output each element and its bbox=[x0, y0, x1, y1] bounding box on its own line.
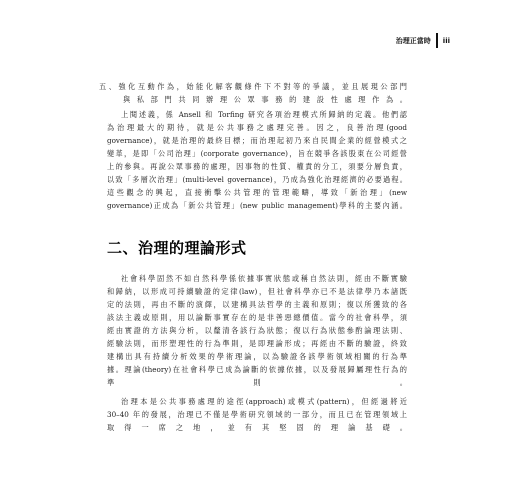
paragraph-line: 和歸納，以形成可持續驗證的定律(law)，但社會科學亦已不是法律學乃本諸既 bbox=[107, 287, 407, 296]
page-number: iii bbox=[442, 36, 450, 45]
paragraph-line: 變革，是即「公司治理」(corporate governance)，旨在競爭各該股東在公司經營 bbox=[107, 149, 407, 158]
paragraph-line: 社會科學固然不如自然科學係依據事實狀態或稱自然法則，經由不斷實驗 bbox=[121, 274, 407, 283]
paragraph-2 bbox=[107, 272, 407, 389]
paragraph-line: 準則。 bbox=[107, 378, 407, 387]
paragraph-1 bbox=[107, 108, 407, 212]
header-divider bbox=[436, 33, 438, 48]
paragraph-3 bbox=[107, 395, 407, 434]
paragraph-line: 上閱述義，係 Ansell 和 Torfing 研究各項治理模式所歸納的定義。他們認 bbox=[121, 110, 407, 119]
running-header bbox=[396, 33, 450, 48]
paragraph-line: 取得一席之地，並有其堅固的理論基礎。 bbox=[107, 423, 407, 432]
paragraph-line: governance)正成為「新公共管理」(new public management)學科的主要內涵。 bbox=[107, 201, 407, 210]
item-five bbox=[99, 80, 407, 106]
paragraph-line: 經驗法則，而形塑理性的行為準則，是即理論形成；再經由不斷的驗證，終致 bbox=[107, 339, 407, 348]
paragraph-line: 上的參與。再說公眾事務的處理，因事物的性質、權責的分工，須要分層負責， bbox=[107, 162, 407, 171]
paragraph-line: 建構出具有持續分析效果的學術理論，以為驗證各該學術領域相關的行為準 bbox=[107, 352, 407, 361]
paragraph-line: 治理本是公共事務處理的途徑(approach)或模式(pattern)，但經過將近 bbox=[121, 397, 407, 406]
paragraph-line: 30–40 年的發展，治理已不僅是學術研究領域的一部分，而且已在管理領域上 bbox=[107, 410, 407, 419]
paragraph-line: 為治理最大的期待，就是公共事務之處理完善。因之，良善治理(good bbox=[107, 123, 407, 132]
paragraph-line: 定的法則，再由不斷的演繹，以建構具法哲學的主義和原則；復以所獲致的各 bbox=[107, 300, 407, 309]
paragraph-line: 該法主義或原則，用以論斷事實存在的是非善惡總價值。當今的社會科學，須 bbox=[107, 313, 407, 322]
item-five-line: 五、強化互動作為，始能化解客觀條件下不對等的爭議，並且展現公部門 bbox=[99, 82, 407, 91]
paragraph-line: 據。理論(theory)在社會科學已成為論斷的依據依據，以及發展歸屬理性行為的 bbox=[107, 365, 407, 374]
paragraph-line: governance)，就是治理的最終目標；而治理起初乃來自民間企業的經營模式之 bbox=[107, 136, 407, 145]
chapter-title: 治理正當時 bbox=[395, 36, 431, 45]
section-heading: 二、治理的理論形式 bbox=[107, 239, 247, 257]
paragraph-line: 這些觀念的興起，直接衝擊公共管理的管理範疇，導致「新治理」(new bbox=[107, 188, 407, 197]
paragraph-line: 經由實證的方法與分析，以釐清各該行為狀態；復以行為狀態參酌論理法則、 bbox=[107, 326, 407, 335]
paragraph-line: 以致「多層次治理」(multi-level governance)，乃成為強化治理經濟的必要過程。 bbox=[107, 175, 407, 184]
item-five-line: 與私部門共同辦理公眾事務的建設性處理作為。 bbox=[123, 95, 407, 104]
